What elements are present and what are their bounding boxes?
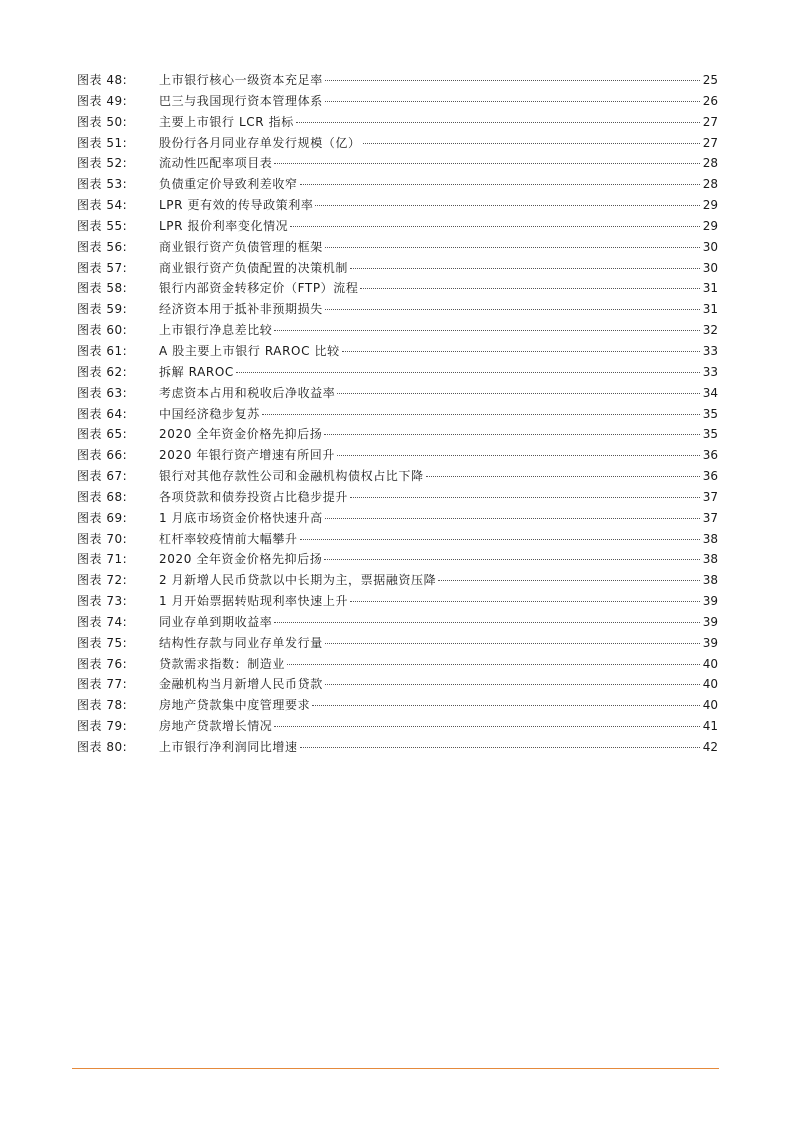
toc-entry-label: 图表 74: xyxy=(77,614,128,629)
toc-entry-page-number[interactable]: 26 xyxy=(702,93,718,108)
toc-entry-page-number[interactable]: 37 xyxy=(702,489,718,504)
dot-leader xyxy=(363,142,700,144)
toc-entry[interactable] xyxy=(77,716,718,737)
toc-entry-title[interactable]: 银行对其他存款性公司和金融机构债权占比下降 xyxy=(159,469,424,484)
toc-entry-title[interactable]: 银行内部资金转移定价（FTP）流程 xyxy=(159,281,359,296)
dot-leader xyxy=(324,433,699,435)
dot-leader xyxy=(300,183,700,185)
toc-entry-label: 图表 64: xyxy=(77,406,128,421)
toc-entry-page-number[interactable]: 33 xyxy=(702,364,718,379)
toc-entry-title[interactable]: 2020 年银行资产增速有所回升 xyxy=(159,448,335,463)
toc-entry-label: 图表 53: xyxy=(77,177,128,192)
toc-entry-title[interactable]: 金融机构当月新增人民币贷款 xyxy=(159,677,323,692)
toc-entry-page-number[interactable]: 34 xyxy=(702,385,718,400)
toc-entry-title[interactable]: 上市银行净利润同比增速 xyxy=(159,740,298,754)
toc-entry-label: 图表 58: xyxy=(77,281,128,296)
dot-leader xyxy=(287,663,700,665)
toc-entry-page-number[interactable]: 30 xyxy=(702,239,718,254)
toc-entry-title[interactable]: 考虑资本占用和税收后净收益率 xyxy=(159,385,336,400)
dot-leader xyxy=(438,579,699,581)
toc-entry-page-number[interactable]: 38 xyxy=(702,531,718,546)
toc-entry-label: 图表 77: xyxy=(77,677,128,692)
toc-entry-title[interactable]: LPR 报价利率变化情况 xyxy=(159,218,289,233)
dot-leader xyxy=(337,392,699,394)
dot-leader xyxy=(337,454,700,456)
toc-entry-label: 图表 72: xyxy=(77,573,128,588)
toc-entry[interactable] xyxy=(77,612,718,633)
toc-entry[interactable] xyxy=(77,216,718,237)
toc-entry-page-number[interactable]: 29 xyxy=(702,198,718,213)
toc-entry-title[interactable]: 1 月底市场资金价格快速升高 xyxy=(159,510,323,525)
toc-entry-title[interactable]: 商业银行资产负债配置的决策机制 xyxy=(159,260,349,275)
toc-entry-page-number[interactable]: 40 xyxy=(702,656,718,671)
toc-entry-page-number[interactable]: 38 xyxy=(702,552,718,567)
toc-entry-page-number[interactable]: 30 xyxy=(702,260,718,275)
toc-entry[interactable] xyxy=(77,737,718,758)
toc-entry-title[interactable]: 结构性存款与同业存单发行量 xyxy=(159,635,323,650)
toc-entry-page-number[interactable]: 28 xyxy=(702,156,718,171)
table-of-figures xyxy=(77,70,718,758)
toc-entry-label: 图表 80: xyxy=(77,740,128,754)
dot-leader xyxy=(300,538,700,540)
dot-leader xyxy=(325,246,700,248)
toc-entry-title[interactable]: 同业存单到期收益率 xyxy=(159,614,273,629)
toc-entry-label: 图表 67: xyxy=(77,469,128,484)
toc-entry-title[interactable]: 上市银行核心一级资本充足率 xyxy=(159,73,323,87)
toc-entry[interactable] xyxy=(77,237,718,258)
toc-entry[interactable] xyxy=(77,258,718,279)
dot-leader xyxy=(342,350,700,352)
dot-leader xyxy=(350,496,700,498)
dot-leader xyxy=(274,725,699,727)
toc-entry[interactable] xyxy=(77,383,718,404)
toc-entry-title[interactable]: 房地产贷款集中度管理要求 xyxy=(159,698,311,713)
dot-leader xyxy=(325,100,700,102)
toc-entry-title[interactable]: 中国经济稳步复苏 xyxy=(159,406,260,421)
toc-entry[interactable] xyxy=(77,174,718,195)
toc-entry-page-number[interactable]: 35 xyxy=(702,406,718,421)
toc-entry-title[interactable]: 股份行各月同业存单发行规模（亿） xyxy=(159,135,361,150)
toc-entry-page-number[interactable]: 27 xyxy=(702,135,718,150)
toc-entry-title[interactable]: 贷款需求指数：制造业 xyxy=(159,656,286,671)
toc-entry-label: 图表 55: xyxy=(77,218,128,233)
dot-leader xyxy=(236,371,700,373)
toc-entry[interactable] xyxy=(77,320,718,341)
toc-entry-label: 图表 73: xyxy=(77,594,128,609)
toc-entry[interactable] xyxy=(77,133,718,154)
toc-entry-label: 图表 61: xyxy=(77,343,128,358)
dot-leader xyxy=(350,267,700,269)
toc-entry-title[interactable]: 房地产贷款增长情况 xyxy=(159,719,273,734)
toc-entry-label: 图表 69: xyxy=(77,510,128,525)
toc-entry-title[interactable]: 主要上市银行 LCR 指标 xyxy=(159,114,294,129)
toc-entry[interactable] xyxy=(77,195,718,216)
dot-leader xyxy=(312,704,700,706)
toc-entry-label: 图表 60: xyxy=(77,323,128,338)
toc-entry-label: 图表 52: xyxy=(77,156,128,171)
toc-entry-page-number[interactable]: 28 xyxy=(702,177,718,192)
dot-leader xyxy=(325,683,700,685)
toc-entry[interactable] xyxy=(77,570,718,591)
dot-leader xyxy=(290,225,699,227)
dot-leader xyxy=(274,621,699,623)
toc-entry-label: 图表 50: xyxy=(77,114,128,129)
toc-entry-label: 图表 71: xyxy=(77,552,128,567)
toc-entry-page-number[interactable]: 36 xyxy=(702,469,718,484)
toc-entry[interactable] xyxy=(77,341,718,362)
dot-leader xyxy=(262,413,700,415)
footer-rule xyxy=(72,1068,719,1069)
toc-entry[interactable] xyxy=(77,529,718,550)
toc-entry[interactable] xyxy=(77,404,718,425)
toc-entry[interactable] xyxy=(77,633,718,654)
toc-entry-title[interactable]: 2020 全年资金价格先抑后扬 xyxy=(159,427,323,442)
toc-entry-label: 图表 49: xyxy=(77,93,128,108)
toc-entry-page-number[interactable]: 39 xyxy=(702,614,718,629)
toc-entry-label: 图表 51: xyxy=(77,135,128,150)
toc-entry-title[interactable]: 2 月新增人民币贷款以中长期为主，票据融资压降 xyxy=(159,573,437,588)
toc-entry-title[interactable]: 上市银行净息差比较 xyxy=(159,323,273,338)
toc-entry-label: 图表 59: xyxy=(77,302,128,317)
toc-entry-label: 图表 70: xyxy=(77,531,128,546)
toc-entry-title[interactable]: 2020 全年资金价格先抑后扬 xyxy=(159,552,323,567)
dot-leader xyxy=(296,121,700,123)
toc-entry-label: 图表 68: xyxy=(77,489,128,504)
toc-entry-title[interactable]: 负债重定价导致利差收窄 xyxy=(159,177,298,192)
toc-entry-label: 图表 57: xyxy=(77,260,128,275)
toc-entry-label: 图表 56: xyxy=(77,239,128,254)
dot-leader xyxy=(325,642,700,644)
dot-leader xyxy=(274,162,699,164)
toc-entry[interactable] xyxy=(77,70,718,91)
dot-leader xyxy=(325,79,700,81)
toc-entry[interactable] xyxy=(77,487,718,508)
toc-entry[interactable] xyxy=(77,424,718,445)
toc-entry[interactable] xyxy=(77,153,718,174)
toc-entry-title[interactable]: 拆解 RAROC xyxy=(159,364,234,379)
toc-entry[interactable] xyxy=(77,549,718,570)
toc-entry-page-number[interactable]: 32 xyxy=(702,323,718,338)
toc-entry-label: 图表 79: xyxy=(77,719,128,734)
dot-leader xyxy=(315,204,699,206)
toc-entry-title[interactable]: 巴三与我国现行资本管理体系 xyxy=(159,93,323,108)
toc-entry-label: 图表 78: xyxy=(77,698,128,713)
toc-entry-page-number[interactable]: 27 xyxy=(702,114,718,129)
toc-entry-title[interactable]: LPR 更有效的传导政策利率 xyxy=(159,198,314,213)
toc-entry-page-number[interactable]: 25 xyxy=(702,73,718,87)
dot-leader xyxy=(426,475,700,477)
toc-entry-title[interactable]: A 股主要上市银行 RAROC 比较 xyxy=(159,343,340,358)
dot-leader xyxy=(350,600,700,602)
toc-entry-page-number[interactable]: 39 xyxy=(702,594,718,609)
toc-entry-title[interactable]: 经济资本用于抵补非预期损失 xyxy=(159,302,323,317)
dot-leader xyxy=(274,329,699,331)
toc-entry-title[interactable]: 各项贷款和债券投资占比稳步提升 xyxy=(159,489,349,504)
dot-leader xyxy=(360,287,699,289)
toc-entry[interactable] xyxy=(77,445,718,466)
toc-entry[interactable] xyxy=(77,91,718,112)
toc-entry-title[interactable]: 商业银行资产负债管理的框架 xyxy=(159,239,323,254)
toc-entry-page-number[interactable]: 29 xyxy=(702,218,718,233)
toc-entry-label: 图表 63: xyxy=(77,385,128,400)
toc-entry-page-number[interactable]: 36 xyxy=(702,448,718,463)
toc-entry[interactable] xyxy=(77,591,718,612)
toc-entry-page-number[interactable]: 31 xyxy=(702,281,718,296)
toc-entry-label: 图表 48: xyxy=(77,73,128,87)
toc-entry-label: 图表 66: xyxy=(77,448,128,463)
toc-entry-page-number[interactable]: 39 xyxy=(702,635,718,650)
toc-entry-page-number[interactable]: 37 xyxy=(702,510,718,525)
toc-entry-label: 图表 54: xyxy=(77,198,128,213)
dot-leader xyxy=(324,558,699,560)
toc-entry[interactable] xyxy=(77,695,718,716)
toc-entry-title[interactable]: 1 月开始票据转贴现利率快速上升 xyxy=(159,594,349,609)
toc-entry-label: 图表 76: xyxy=(77,656,128,671)
toc-entry[interactable] xyxy=(77,654,718,675)
dot-leader xyxy=(325,308,700,310)
toc-entry-page-number[interactable]: 35 xyxy=(702,427,718,442)
toc-entry-page-number[interactable]: 31 xyxy=(702,302,718,317)
toc-entry-title[interactable]: 流动性匹配率项目表 xyxy=(159,156,273,171)
dot-leader xyxy=(300,746,700,748)
toc-entry[interactable] xyxy=(77,112,718,133)
toc-entry-page-number[interactable]: 38 xyxy=(702,573,718,588)
dot-leader xyxy=(325,517,700,519)
toc-entry[interactable] xyxy=(77,508,718,529)
toc-entry[interactable] xyxy=(77,362,718,383)
toc-entry-label: 图表 75: xyxy=(77,635,128,650)
toc-entry-page-number[interactable]: 40 xyxy=(702,677,718,692)
toc-entry[interactable] xyxy=(77,278,718,299)
toc-entry-page-number[interactable]: 41 xyxy=(702,719,718,734)
toc-entry-title[interactable]: 杠杆率较疫情前大幅攀升 xyxy=(159,531,298,546)
toc-entry-page-number[interactable]: 42 xyxy=(702,740,718,754)
toc-entry-label: 图表 62: xyxy=(77,364,128,379)
toc-entry-label: 图表 65: xyxy=(77,427,128,442)
toc-entry[interactable] xyxy=(77,299,718,320)
toc-entry-page-number[interactable]: 33 xyxy=(702,343,718,358)
toc-entry[interactable] xyxy=(77,466,718,487)
toc-entry[interactable] xyxy=(77,674,718,695)
toc-entry-page-number[interactable]: 40 xyxy=(702,698,718,713)
